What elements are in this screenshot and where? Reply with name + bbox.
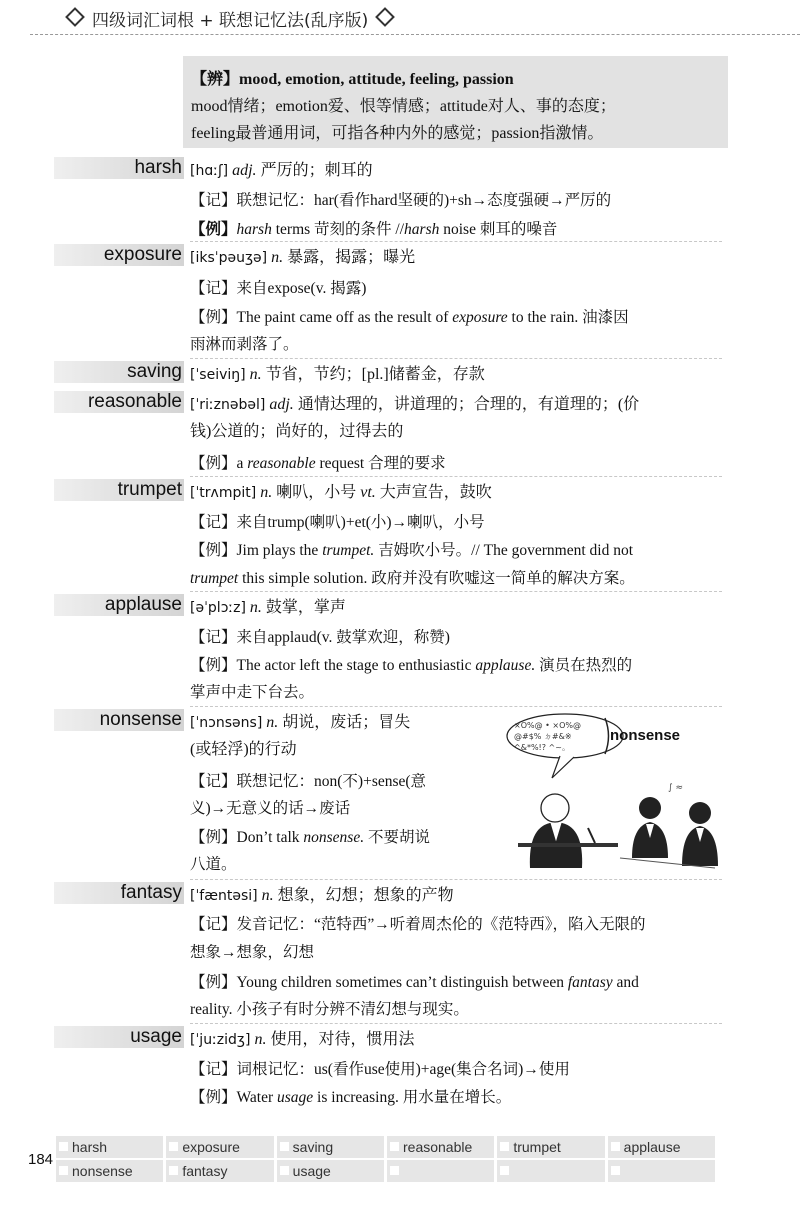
- example: 【例】harsh terms 苛刻的条件 //harsh noise 刺耳的噪音: [190, 221, 558, 238]
- checkbox-square-icon: [59, 1166, 68, 1175]
- review-word: harsh: [56, 1136, 166, 1160]
- header-divider: [30, 34, 800, 35]
- nonsense-illustration: [500, 708, 725, 876]
- bubble-scribble: ×O%@ • ×O%@: [514, 721, 582, 730]
- memory-note: 【记】来自applaud(v. 鼓掌欢迎，称赞): [190, 629, 450, 646]
- definition-cont: (或轻浮)的行动: [190, 741, 297, 758]
- divider: [190, 1023, 722, 1024]
- headword: harsh: [134, 157, 182, 178]
- headword: applause: [104, 594, 182, 615]
- example: 【例】Don’t talk nonsense. 不要胡说: [190, 829, 430, 846]
- review-word: fantasy: [166, 1160, 276, 1184]
- example-cont: 雨淋而剥落了。: [190, 336, 299, 353]
- memory-note: 【记】来自expose(v. 揭露): [190, 280, 367, 297]
- review-word: saving: [277, 1136, 387, 1160]
- example: 【例】The actor left the stage to enthusiastic applause. 演员在热烈的: [190, 657, 633, 674]
- memory-note: 【记】发音记忆：“范特西”→听着周杰伦的《范特西》，陷入无限的: [190, 916, 646, 933]
- page-number: 184: [28, 1151, 54, 1168]
- checkbox-square-icon: [280, 1142, 289, 1151]
- definition: [ˈjuːzidʒ] n. 使用，对待，惯用法: [190, 1031, 415, 1048]
- definition: [ˈriːznəbəl] adj. 通情达理的，讲道理的；合理的，有道理的；(价: [190, 396, 640, 413]
- example: 【例】Water usage is increasing. 用水量在增长。: [190, 1089, 512, 1106]
- headword: exposure: [103, 244, 182, 265]
- definition: [ˈtrʌmpit] n. 喇叭，小号 vt. 大声宣告，鼓吹: [190, 484, 492, 501]
- checkbox-square-icon: [390, 1166, 399, 1175]
- example: 【例】Jim plays the trumpet. 吉姆吹小号。// The government did not: [190, 542, 634, 559]
- memory-note: 【记】来自trump(喇叭)+et(小)→喇叭，小号: [190, 514, 485, 531]
- distinguish-line: feeling最普通用词，可指各种内外的感觉；passion指激情。: [191, 125, 604, 142]
- book-title: 四级词汇词根 + 联想记忆法(乱序版): [92, 11, 369, 31]
- checkbox-square-icon: [390, 1142, 399, 1151]
- review-word-grid: [56, 1136, 718, 1184]
- definition: [ˈnɔnsəns] n. 胡说，废话；冒失: [190, 714, 411, 731]
- checkbox-square-icon: [611, 1166, 620, 1175]
- divider: [190, 706, 722, 707]
- headword: reasonable: [87, 391, 182, 412]
- checkbox-square-icon: [611, 1142, 620, 1151]
- bubble-scribble: @#$% ㄉ#&※: [514, 732, 572, 741]
- pronunciation: [hɑːʃ]: [190, 163, 229, 179]
- example: 【例】Young children sometimes can’t distinguish between fantasy and: [190, 974, 639, 991]
- bubble-scribble: ^&*%!? ^~。: [514, 743, 570, 752]
- part-of-speech: adj.: [232, 162, 257, 179]
- divider: [190, 358, 722, 359]
- memory-note-cont: 义)→无意义的话→废话: [190, 800, 351, 817]
- review-word: usage: [277, 1160, 387, 1184]
- bubble-label: nonsense: [610, 727, 681, 744]
- definition-cont: 钱)公道的；尚好的，过得去的: [190, 423, 404, 440]
- header-title-wrap: [58, 6, 402, 31]
- review-word: applause: [608, 1136, 718, 1160]
- review-word: trumpet: [497, 1136, 607, 1160]
- diamond-ornament-icon: [375, 7, 395, 27]
- review-word-empty: [387, 1160, 497, 1184]
- headword: nonsense: [99, 709, 182, 730]
- review-word: reasonable: [387, 1136, 497, 1160]
- meaning: 严厉的；刺耳的: [260, 162, 373, 179]
- illustration-drawing: [500, 708, 725, 876]
- example: 【例】The paint came off as the result of exposure to the rain. 油漆因: [190, 309, 629, 326]
- checkbox-square-icon: [280, 1166, 289, 1175]
- review-word: nonsense: [56, 1160, 166, 1184]
- definition: [ˈseiviŋ] n. 节省，节约；[pl.]储蓄金，存款: [190, 366, 485, 383]
- example-cont: trumpet this simple solution. 政府并没有吹嘘这一简单的解决方案。: [190, 570, 635, 587]
- checkbox-square-icon: [169, 1142, 178, 1151]
- headword: trumpet: [117, 479, 182, 500]
- memory-note: 【记】联想记忆：har(看作hard坚硬的)+sh→态度强硬→严厉的: [190, 192, 612, 209]
- divider: [190, 476, 722, 477]
- checkbox-square-icon: [59, 1142, 68, 1151]
- headword: usage: [130, 1026, 182, 1047]
- memory-note: 【记】词根记忆：us(看作use使用)+age(集合名词)→使用: [190, 1061, 570, 1078]
- page-header: [0, 0, 800, 40]
- divider: [190, 591, 722, 592]
- definition: [ˈfæntəsi] n. 想象，幻想；想象的产物: [190, 887, 454, 904]
- definition: [iksˈpəuʒə] n. 暴露，揭露；曝光: [190, 249, 416, 266]
- diamond-ornament-icon: [65, 7, 85, 27]
- distinguish-box: [183, 56, 728, 148]
- checkbox-square-icon: [500, 1166, 509, 1175]
- pronunciation: [iksˈpəuʒə]: [190, 250, 268, 266]
- headword: fantasy: [120, 882, 182, 903]
- memory-note: 【记】联想记忆：non(不)+sense(意: [190, 773, 427, 790]
- divider: [190, 879, 722, 880]
- divider: [190, 241, 722, 242]
- checkbox-square-icon: [169, 1166, 178, 1175]
- headword: saving: [127, 361, 182, 382]
- review-word: exposure: [166, 1136, 276, 1160]
- example-cont: 掌声中走下台去。: [190, 684, 315, 701]
- example-cont: 八道。: [190, 856, 237, 873]
- checkbox-square-icon: [500, 1142, 509, 1151]
- review-word-empty: [608, 1160, 718, 1184]
- svg-text:∫ ≈: ∫ ≈: [668, 783, 684, 793]
- definition: [190, 157, 373, 180]
- memory-note-cont: 想象→想象，幻想: [190, 944, 315, 961]
- review-word-empty: [497, 1160, 607, 1184]
- example: 【例】a reasonable request 合理的要求: [190, 455, 446, 472]
- distinguish-line: mood情绪；emotion爱、恨等情感；attitude对人、事的态度；: [191, 98, 616, 115]
- distinguish-title: 【辨】mood, emotion, attitude, feeling, passion: [191, 71, 514, 88]
- example-cont: reality. 小孩子有时分辨不清幻想与现实。: [190, 1001, 469, 1018]
- definition: [əˈplɔːz] n. 鼓掌，掌声: [190, 599, 346, 616]
